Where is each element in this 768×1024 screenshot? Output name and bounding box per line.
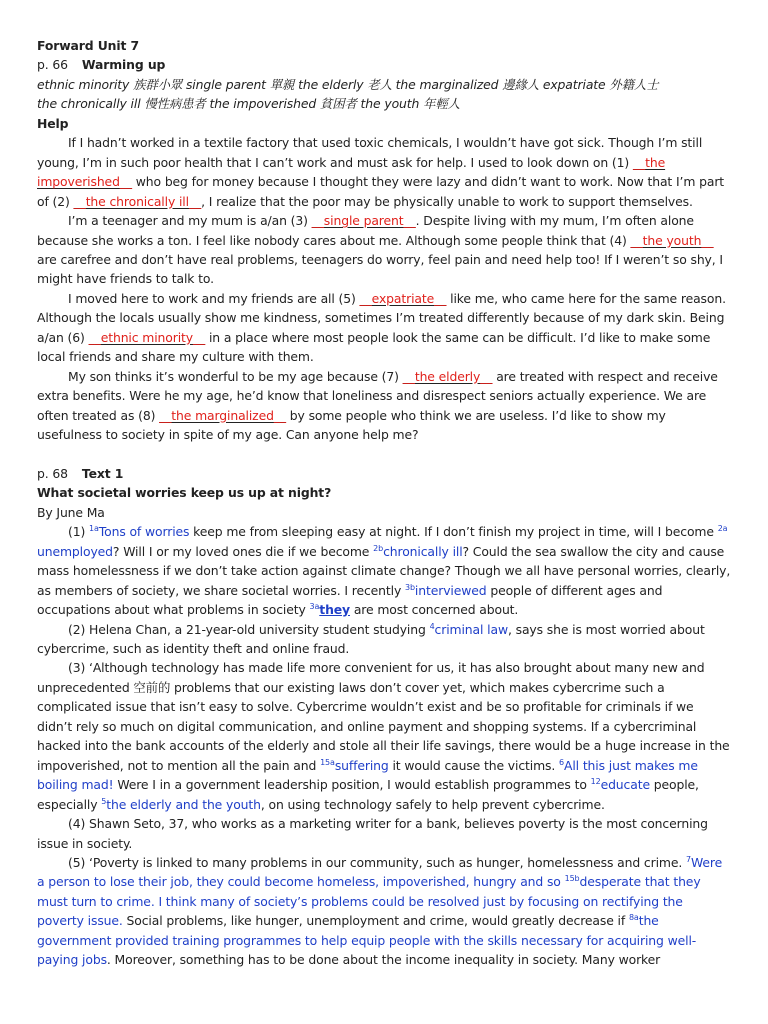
article-paragraph-3 [37,658,732,814]
help-paragraph-4 [37,367,732,445]
text1-page: p. 68 [37,465,68,481]
help-paragraph-1 [37,133,732,211]
answer-1: __the impoverished__ [37,154,666,190]
text-run: If I hadn’t worked in a textile factory that used toxic chemicals, I wouldn’t have got sick. Though I’m still young, I’m in such poor health that I can’t work and must ask for help. I used to look down on (1) [37,135,703,170]
article-title: What societal worries keep us up at night? [37,485,332,501]
text-run: (3) ‘Although technology has made life more convenient for us, it has also brought about many new and unprecedented 空前的 problems that our existing laws don’t cover yet, which makes cybercrime such a complicated issue that isn’t easy to solve. Cybercrime wouldn’t exist and be so profitable for criminals if we didn’t rely so much on digital communication, and online payment and shopping systems. If a cybercriminal hacked into the bank accounts of the elderly and stole all their life savings, there would be a huge increase in the impoverished, not to mention all the pain and [37,660,730,773]
annotation-number: 3a [309,602,320,611]
highlight-phrase: chronically ill [383,543,463,559]
help-paragraph-2 [37,211,732,289]
text-run: ? Could the sea swallow the city and cause mass homelessness if we don’t take action against climate change? Though we all have personal worries, clearly, as members of society, we share societal worries. I recently [37,543,731,598]
annotation-number: 15b [564,874,580,884]
highlight-phrase: the elderly and the youth [106,796,261,812]
text-run: ? Will I or my loved ones die if we become [112,543,374,559]
annotation-number: 1a [89,524,99,534]
annotation-number: 8a [628,913,639,923]
article-paragraph-1 [37,522,732,619]
text-run: My son thinks it’s wonderful to be my age because (7) [68,368,403,384]
highlight-phrase: desperate that they must turn to crime. I think many of society’s problems could be resolved just by focusing on rectifying the poverty issue. [37,874,701,929]
highlight-phrase: All this just makes me boiling mad! [37,757,698,793]
text-run: are most concerned about. [350,602,519,618]
text-run: (2) Helena Chan, a 21-year-old university student studying [68,621,430,637]
answer-4: __the youth__ [630,232,714,248]
text-run: keep me from sleeping easy at night. If I don’t finish my project in time, will I become [189,524,718,540]
highlight-phrase: criminal law [434,621,508,637]
highlight-phrase: Were a person to lose their job, they could become homeless, impoverished, hungry and so [37,855,723,890]
text-run: like me, who came here for the same reason. Although the locals usually show me kindness, sometimes I’m treated differently because of my dark skin. Being a/an (6) [37,290,726,345]
annotation-number: 4 [429,621,435,631]
text-run: by some people who think we are useless. I’d like to show my usefulness to society in spite of my age. Can anyone help me? [37,407,666,443]
warmup-title: Warming up [81,57,166,73]
answer-3: __single parent__ [311,213,416,229]
text-run: Social problems, like hunger, unemployment and crime, would greatly decrease if [122,913,629,929]
highlight-phrase: Tons of worries [98,524,190,540]
annotation-number: 15a [320,757,335,767]
highlight-phrase: suffering [334,757,389,773]
help-paragraph-3 [37,289,732,367]
help-title: Help [37,115,69,131]
document-body [37,36,732,970]
article-byline: By June Ma [37,504,105,520]
highlight-phrase: the government provided training programmes to help equip people with the skills necessary for acquiring well-paying jobs [37,913,697,968]
vocab-line-2: the chronically ill 慢性病患者 the impoverished 貧困者 the youth 年輕人 [37,96,460,112]
article-paragraph-5 [37,853,732,970]
text-run: people, especially [37,777,699,812]
annotation-number: 2a [717,524,728,534]
annotation-number: 7 [686,854,691,864]
text-run: , I realize that the poor may be physically unable to work to support themselves. [201,193,693,209]
spacer [37,445,732,464]
highlight-phrase: unemployed [37,543,113,559]
text-run: who beg for money because I thought they were lazy and didn’t want to work. Now that I’m part of (2) [37,174,725,209]
text-run: are treated with respect and receive extra benefits. Were he my age, he’d know that loneliness and disrespect seniors actually experience. We are often treated as (8) [37,368,718,423]
annotation-number: 5 [101,796,107,806]
text-run: . Moreover, something has to be done about the income inequality in society. Many worker [106,952,661,968]
text-run: it would cause the victims. [388,757,560,773]
text-run: (1) [68,524,90,540]
annotation-number: 2b [373,543,384,553]
doc-title: Forward Unit 7 [37,38,139,53]
highlight-phrase: educate [600,777,650,793]
annotation-number: 3b [404,582,415,592]
highlight-phrase: interviewed [414,582,487,598]
annotation-number: 6 [559,757,564,767]
warmup-heading [37,55,732,74]
annotation-number: 12 [590,777,601,787]
text-run: , says she is most worried about cybercrime, such as identity theft and online fraud. [37,621,705,657]
text1-heading [37,464,732,483]
text-run: Were I in a government leadership position, I would establish programmes to [113,777,591,793]
text-run: people of different ages and occupations about what problems in society [37,582,663,618]
text-run: in a place where most people look the same can be difficult. I’d like to make some local friends and share my culture with them. [37,329,711,365]
text-run: I moved here to work and my friends are all (5) [68,290,360,306]
answer-5: __expatriate__ [359,290,447,306]
answer-7: __the elderly__ [402,368,493,384]
vocab-line-1: ethnic minority 族群小眾 single parent 單親 the elderly 老人 the marginalized 邊緣人 expatriate 外籍人士 [37,76,659,92]
answer-2: __the chronically ill__ [73,193,202,209]
article-paragraph-2 [37,620,732,659]
answer-8: __the marginalized__ [159,407,286,423]
text-run: (5) ‘Poverty is linked to many problems in our community, such as hunger, homelessness and crime. [68,855,686,871]
text-run: are carefree and don’t have real problems, teenagers do worry, feel pain and need help too! If I weren’t so shy, I might have friends to talk to. [37,251,723,287]
text1-label: Text 1 [81,465,124,481]
text-run: , on using technology safely to help prevent cybercrime. [260,796,605,812]
answer-6: __ethnic minority__ [88,329,206,345]
warmup-page: p. 66 [37,57,68,73]
highlight-phrase: they [319,602,351,618]
text-run: . Despite living with my mum, I’m often alone because she works a ton. I feel like nobody cares about me. Although some people think that (4) [37,213,694,248]
text-run: I’m a teenager and my mum is a/an (3) [68,213,312,229]
article-paragraph-4: (4) Shawn Seto, 37, who works as a marketing writer for a bank, believes poverty is the most concerning issue in society. [37,816,708,851]
